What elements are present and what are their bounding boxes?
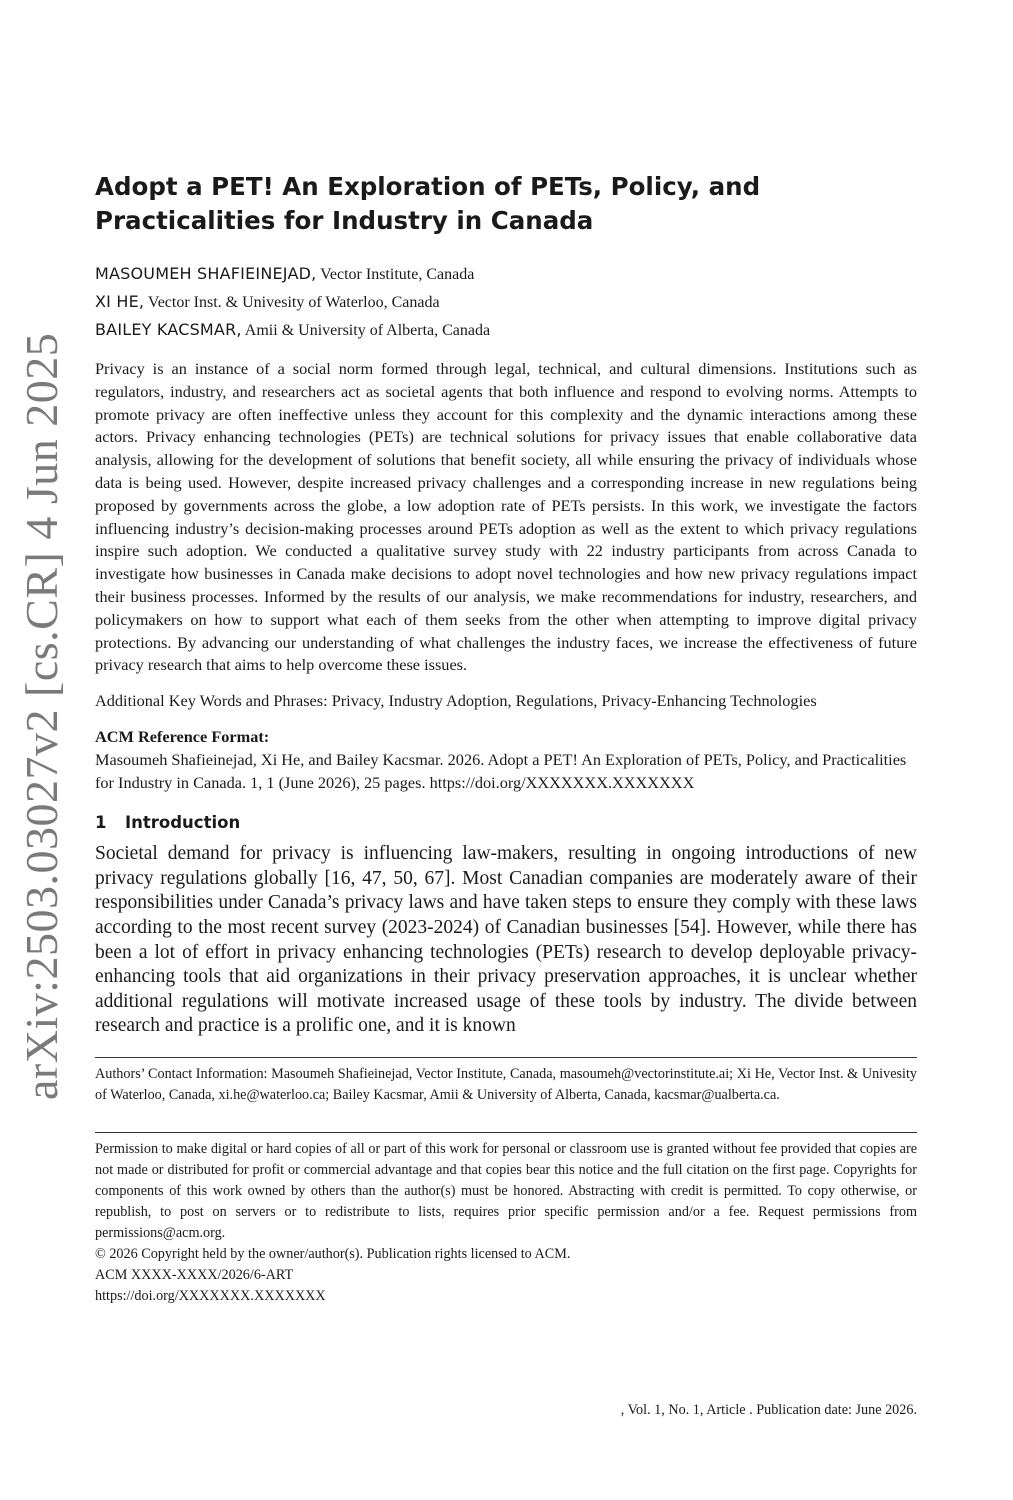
running-footer: , Vol. 1, No. 1, Article . Publication date: June 2026. bbox=[620, 1402, 917, 1418]
author-list bbox=[95, 260, 917, 344]
acm-reference-text: Masoumeh Shafieinejad, Xi He, and Bailey Kacsmar. 2026. Adopt a PET! An Exploration of PETs, Policy, and Practicalities for Industry in Canada. 1, 1 (June 2026), 25 pages. https://doi.org/XXXXXXX.XXXXXXX bbox=[95, 750, 907, 793]
section-number: 1 bbox=[95, 813, 107, 833]
author-entry bbox=[95, 288, 917, 316]
permission-divider bbox=[95, 1132, 917, 1133]
copyright-line: © 2026 Copyright held by the owner/author(s). Publication rights licensed to ACM. bbox=[95, 1245, 571, 1262]
author-entry bbox=[95, 316, 917, 344]
permission-notice: Permission to make digital or hard copies of all or part of this work for personal or classroom use is granted without fee provided that copies are not made or distributed for profit or commercial advantage and that copies bear this notice and the full citation on the first page. Copyrights for components of this work owned by others than the author(s) must be honored. Abstracting with credit is permitted. To copy otherwise, or republish, to post on servers or to redistribute to lists, requires prior specific permission and/or a fee. Request permissions from permissions@acm.org. bbox=[95, 1140, 917, 1241]
author-name: XI HE, bbox=[95, 292, 145, 311]
acm-reference-heading: ACM Reference Format: bbox=[95, 727, 270, 747]
keywords: Additional Key Words and Phrases: Privacy, Industry Adoption, Regulations, Privacy-Enhancing Technologies bbox=[95, 691, 817, 711]
abstract: Privacy is an instance of a social norm formed through legal, technical, and cultural dimensions. Institutions such as regulators, industry, and researchers act as societal agents that both influence and respond to evolving norms. Attempts to promote privacy are often ineffective unless they account for this complexity and the dynamic interactions among these actors. Privacy enhancing technologies (PETs) are technical solutions for privacy issues that enable collaborative data analysis, allowing for the development of solutions that benefit society, all while ensuring the privacy of individuals whose data is being used. However, despite increased privacy challenges and a corresponding increase in new regulations being proposed by governments across the globe, a low adoption rate of PETs persists. In this work, we investigate the factors influencing industry’s decision-making processes around PETs adoption as well as the extent to which privacy regulations inspire such adoption. We conducted a qualitative survey study with 22 industry participants from across Canada to investigate how businesses in Canada make decisions to adopt novel technologies and how new privacy regulations impact their business processes. Informed by the results of our analysis, we make recommendations for industry, researchers, and policymakers on how to support what each of them seeks from the other when attempting to improve digital privacy protections. By advancing our understanding of what challenges the industry faces, we increase the effectiveness of future privacy research that aims to help overcome these issues. bbox=[95, 359, 917, 675]
section-title: Introduction bbox=[125, 813, 241, 833]
paper-title: Adopt a PET! An Exploration of PETs, Policy, and Practicalities for Industry in Canada bbox=[95, 172, 761, 235]
paper-first-page bbox=[95, 170, 917, 1307]
arxiv-identifier-stamp: arXiv:2503.03027v2 [cs.CR] 4 Jun 2025 bbox=[16, 332, 67, 1100]
author-name: BAILEY KACSMAR, bbox=[95, 320, 242, 339]
author-entry bbox=[95, 260, 917, 288]
section-heading bbox=[95, 810, 917, 836]
introduction-paragraph: Societal demand for privacy is influencing law-makers, resulting in ongoing introductions of new privacy regulations globally [16, 47, 50, 67]. Most Canadian companies are moderately aware of their responsibilities under Canada’s privacy laws and have taken steps to ensure they comply with these laws according to the most recent survey (2023-2024) of Canadian businesses [54]. However, while there has been a lot of effort in privacy enhancing technologies (PETs) research to develop deployable privacy-enhancing tools that aid organizations in their privacy preservation approaches, it is unclear whether additional regulations will motivate increased usage of these tools by industry. The divide between research and practice is a prolific one, and it is known bbox=[95, 843, 917, 1037]
author-contact-info: Authors’ Contact Information: Masoumeh Shafieinejad, Vector Institute, Canada, masoumeh@vectorinstitute.ai; Xi He, Vector Inst. & Univesity of Waterloo, Canada, xi.he@waterloo.ca; Bailey Kacsmar, Amii & University of Alberta, Canada, kacsmar@ualberta.ca. bbox=[95, 1065, 917, 1103]
author-affiliation: Vector Inst. & Univesity of Waterloo, Canada bbox=[144, 294, 440, 311]
acm-number: ACM XXXX-XXXX/2026/6-ART bbox=[95, 1266, 294, 1283]
author-affiliation: Vector Institute, Canada bbox=[316, 266, 475, 283]
author-name: MASOUMEH SHAFIEINEJAD, bbox=[95, 264, 317, 283]
author-affiliation: Amii & University of Alberta, Canada bbox=[241, 322, 491, 339]
footnote-divider bbox=[95, 1057, 917, 1058]
doi-link[interactable]: https://doi.org/XXXXXXX.XXXXXXX bbox=[95, 1287, 326, 1304]
